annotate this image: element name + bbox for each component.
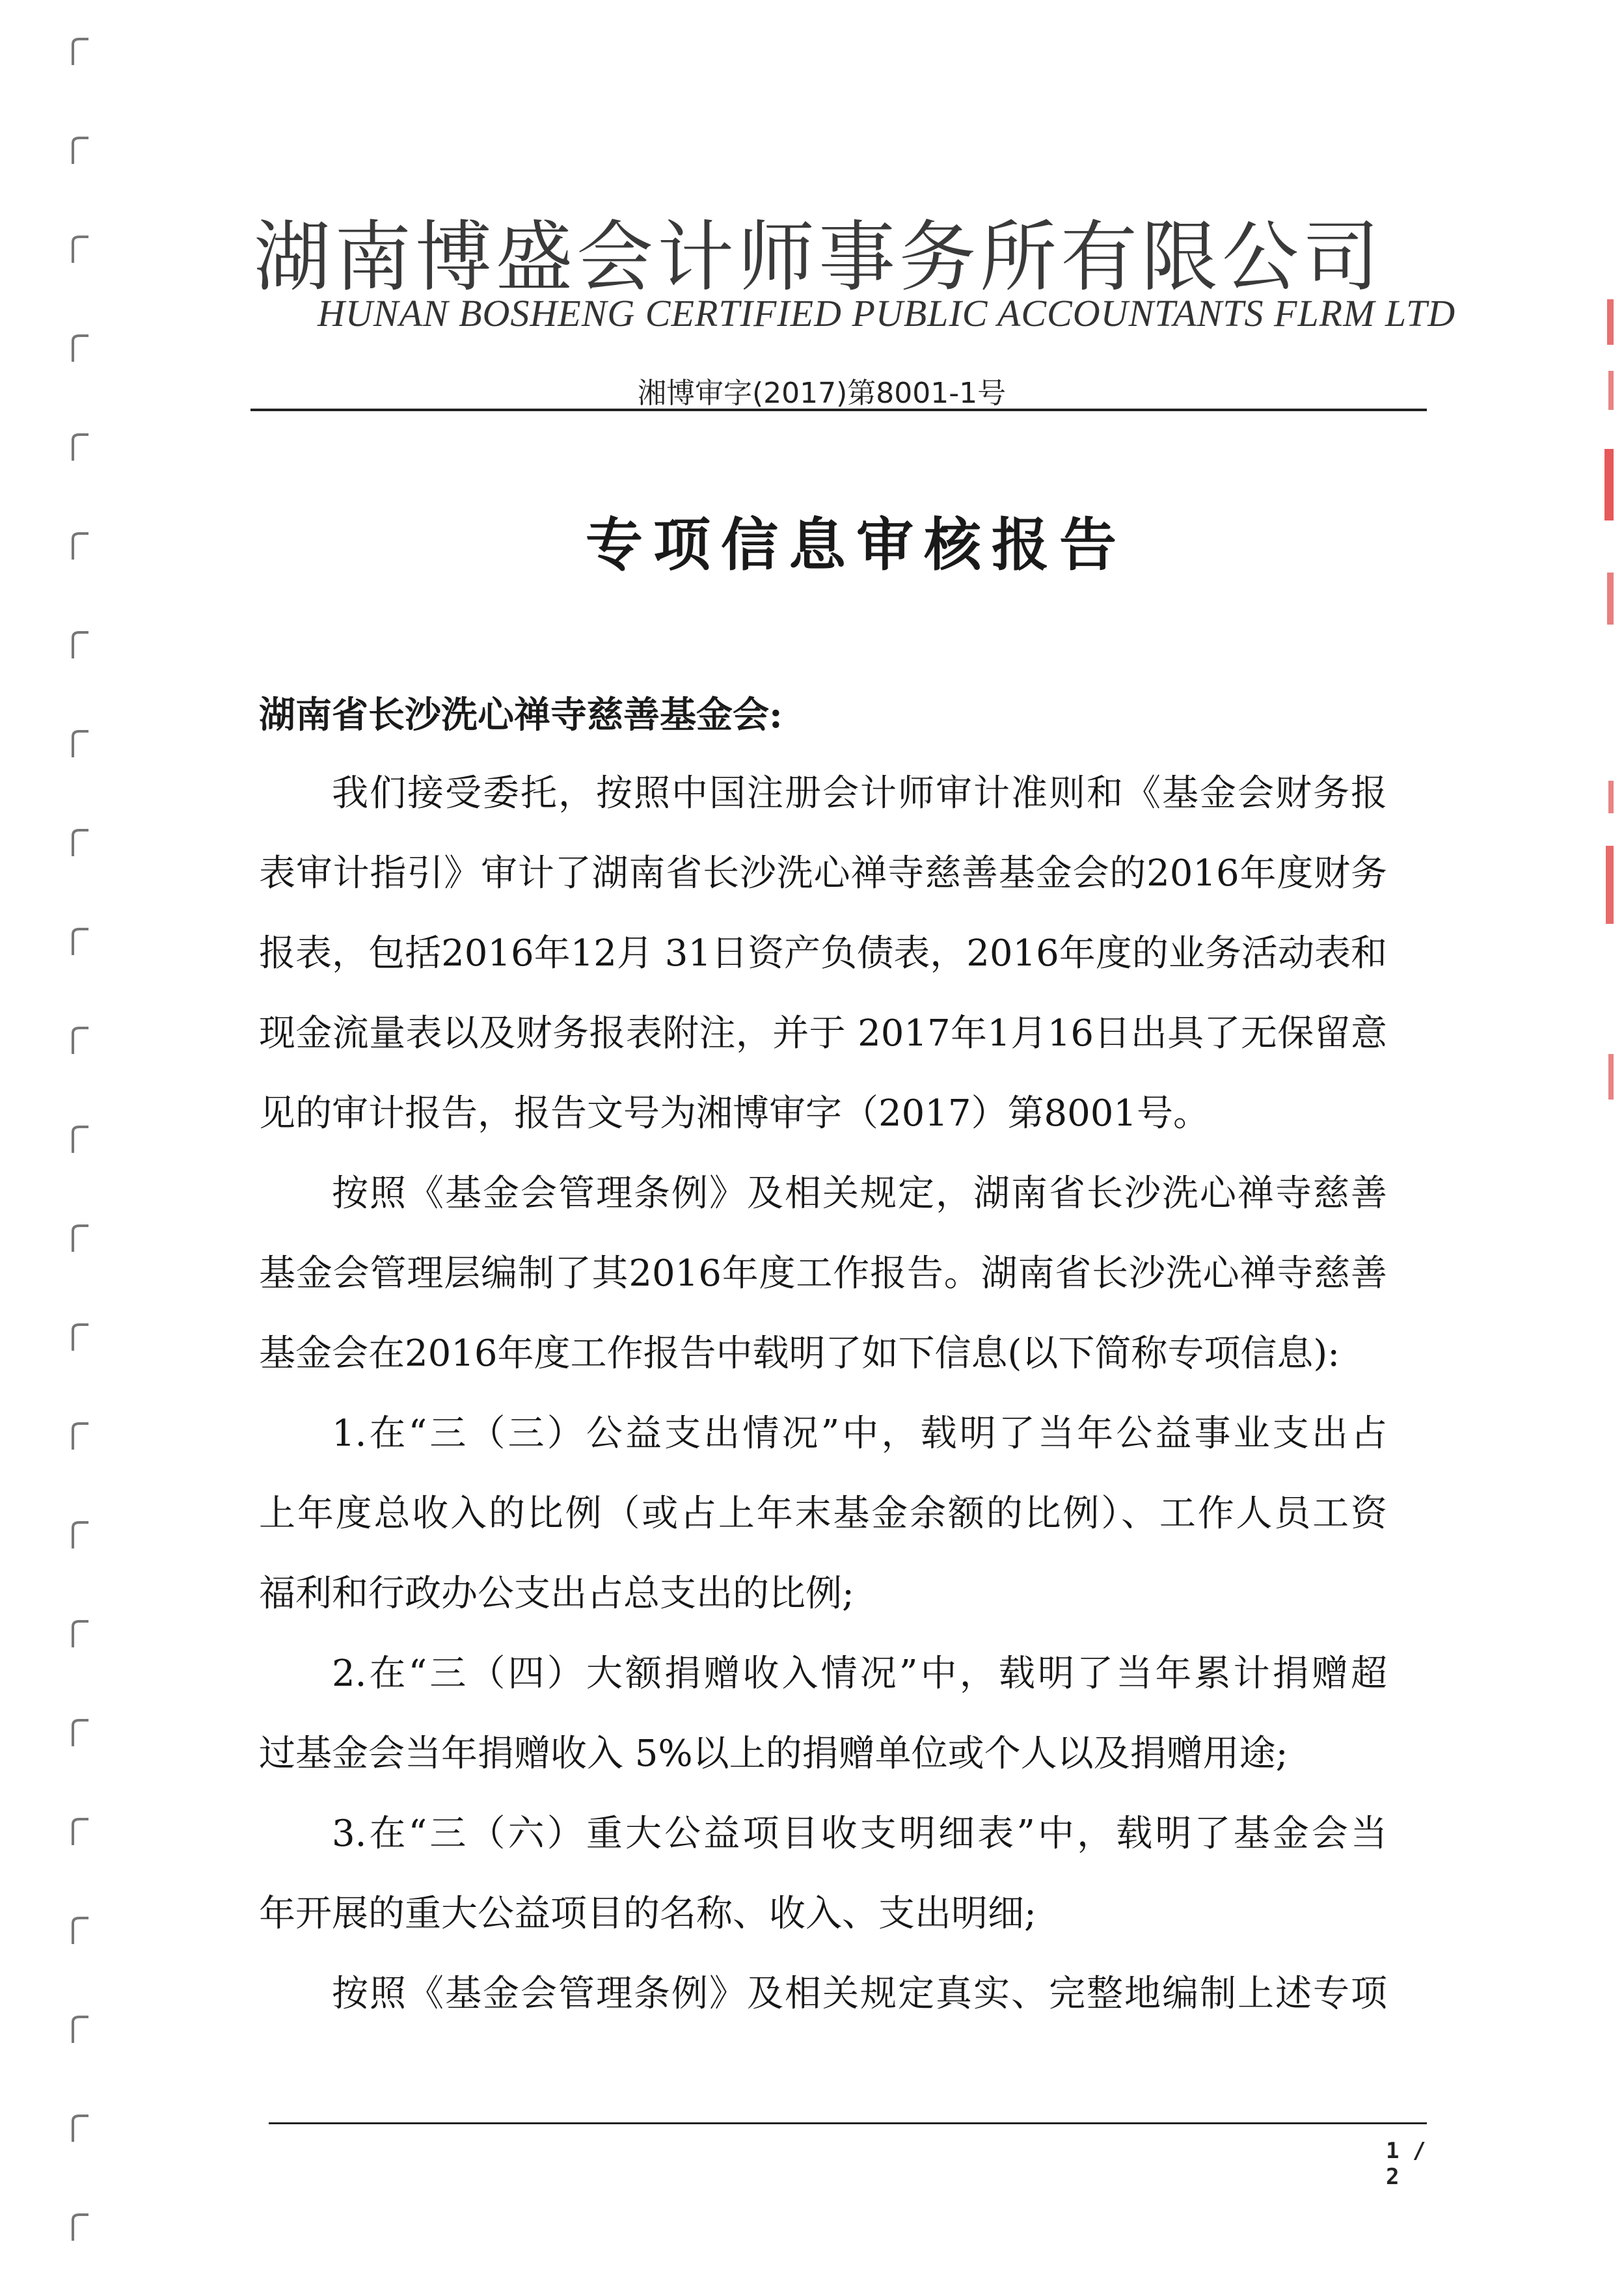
body-line: 现金流量表以及财务报表附注，并于 2017年1月16日出具了无保留意 bbox=[259, 1012, 1387, 1055]
report-title: 专项信息审核报告 bbox=[586, 511, 1128, 578]
body-line: 2.在“三（四）大额捐赠收入情况”中，载明了当年累计捐赠超 bbox=[332, 1653, 1387, 1695]
body-line: 按照《基金会管理条例》及相关规定真实、完整地编制上述专项 bbox=[332, 1973, 1387, 2015]
binding-hole bbox=[73, 1028, 88, 1054]
seal-stamp-fragment bbox=[1598, 286, 1624, 1132]
firm-name-chinese: 湖南博盛会计师事务所有限公司 bbox=[254, 212, 1384, 302]
body-line: 3.在“三（六）重大公益项目收支明细表”中，载明了基金会当 bbox=[332, 1813, 1387, 1855]
body-line: 报表，包括2016年12月 31日资产负债表，2016年度的业务活动表和 bbox=[259, 932, 1387, 975]
binding-hole bbox=[73, 1720, 88, 1746]
binding-hole bbox=[73, 632, 88, 658]
binding-hole bbox=[73, 1226, 88, 1252]
binding-hole bbox=[73, 237, 88, 263]
page-number: 1 / 2 bbox=[1386, 2138, 1426, 2190]
binding-hole bbox=[73, 39, 88, 65]
binding-hole bbox=[73, 2017, 88, 2043]
body-line: 上年度总收入的比例（或占上年末基金余额的比例）、工作人员工资 bbox=[259, 1493, 1387, 1535]
binding-hole bbox=[73, 830, 88, 856]
firm-name-english: HUNAN BOSHENG CERTIFIED PUBLIC ACCOUNTANTS FLRM LTD bbox=[318, 292, 1456, 334]
binding-hole bbox=[73, 1325, 88, 1351]
binding-holes bbox=[60, 13, 99, 2264]
binding-hole bbox=[73, 1918, 88, 1944]
binding-hole bbox=[73, 435, 88, 461]
binding-hole bbox=[73, 2215, 88, 2241]
binding-hole bbox=[73, 534, 88, 560]
binding-hole bbox=[73, 731, 88, 757]
document-number: 湘博审字(2017)第8001-1号 bbox=[638, 377, 1007, 410]
body-line: 基金会管理层编制了其2016年度工作报告。湖南省长沙洗心禅寺慈善 bbox=[259, 1252, 1387, 1295]
body-line: 见的审计报告，报告文号为湘博审字（2017）第8001号。 bbox=[259, 1092, 1210, 1135]
binding-hole bbox=[73, 1621, 88, 1647]
binding-hole bbox=[73, 336, 88, 362]
body-line: 表审计指引》审计了湖南省长沙洗心禅寺慈善基金会的2016年度财务 bbox=[259, 852, 1387, 895]
report-body bbox=[259, 753, 1387, 2034]
body-line: 基金会在2016年度工作报告中载明了如下信息(以下简称专项信息): bbox=[259, 1332, 1340, 1375]
body-line: 我们接受委托，按照中国注册会计师审计准则和《基金会财务报 bbox=[332, 772, 1387, 815]
binding-hole bbox=[73, 2116, 88, 2142]
binding-hole bbox=[73, 1522, 88, 1548]
binding-hole bbox=[73, 1819, 88, 1845]
addressee: 湖南省长沙洗心禅寺慈善基金会: bbox=[259, 694, 783, 736]
footer-divider bbox=[269, 2122, 1427, 2124]
body-line: 1.在“三（三）公益支出情况”中，载明了当年公益事业支出占 bbox=[332, 1412, 1387, 1455]
body-line: 按照《基金会管理条例》及相关规定，湖南省长沙洗心禅寺慈善 bbox=[332, 1172, 1387, 1215]
body-line: 年开展的重大公益项目的名称、收入、支出明细; bbox=[259, 1893, 1036, 1935]
binding-hole bbox=[73, 929, 88, 955]
header-divider bbox=[250, 409, 1427, 411]
body-line: 过基金会当年捐赠收入 5%以上的捐赠单位或个人以及捐赠用途; bbox=[259, 1733, 1288, 1775]
binding-hole bbox=[73, 1424, 88, 1450]
body-line: 福利和行政办公支出占总支出的比例; bbox=[259, 1573, 854, 1615]
binding-hole bbox=[73, 1127, 88, 1153]
binding-hole bbox=[73, 138, 88, 164]
